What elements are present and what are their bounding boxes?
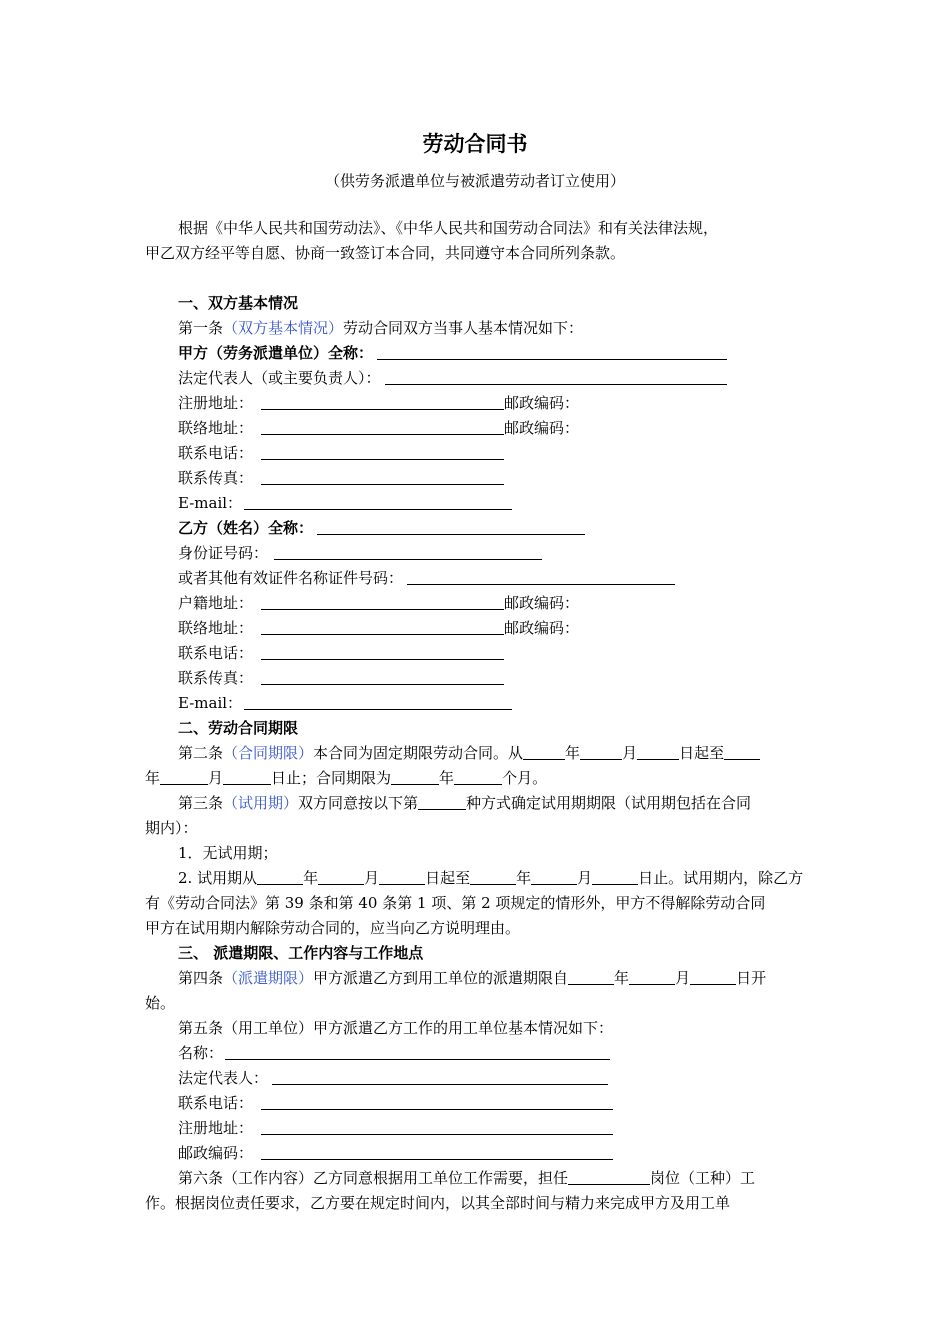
- probation-end-year-blank[interactable]: [470, 868, 516, 885]
- month-label: 月: [675, 969, 691, 987]
- section-2-heading: 二、劳动合同期限: [178, 719, 299, 737]
- probation-end-month-blank[interactable]: [531, 868, 577, 885]
- article-2-text: 本合同为固定期限劳动合同。从: [313, 744, 524, 762]
- article-4-prefix: 第四条: [178, 969, 224, 987]
- start-year-blank[interactable]: [523, 743, 565, 760]
- probation-start-month-blank[interactable]: [318, 868, 364, 885]
- end-month-blank[interactable]: [160, 768, 208, 785]
- article-3-text-b: 种方式确定试用期期限（试用期包括在合同: [466, 794, 752, 812]
- unit-postal-label: 邮政编码：: [178, 1144, 254, 1162]
- article-6-line-1: [178, 1167, 755, 1189]
- article-3-line-4: 有《劳动合同法》第 39 条和第 40 条第 1 项、第 2 项规定的情形外，甲方不得解除劳动合同: [145, 894, 766, 912]
- month-label: 月: [622, 744, 638, 762]
- dispatch-year-blank[interactable]: [568, 968, 614, 985]
- article-2-line-1: [178, 742, 760, 764]
- intro-paragraph-line-1: 根据《中华人民共和国劳动法》、《中华人民共和国劳动合同法》和有关法律法规，: [178, 219, 719, 237]
- year-label: 年: [614, 969, 630, 987]
- article-4-tag: （派遣期限）: [223, 969, 314, 987]
- day-from-label: 日起至: [425, 869, 471, 887]
- end-day-blank[interactable]: [223, 768, 271, 785]
- article-3-option-2: [178, 867, 803, 889]
- party-b-phone-blank[interactable]: [261, 643, 504, 660]
- article-3-line-5: 甲方在试用期内解除劳动合同的，应当向乙方说明理由。: [145, 919, 521, 937]
- party-b-other-id-blank[interactable]: [407, 568, 675, 585]
- article-1-text: 劳动合同双方当事人基本情况如下：: [343, 319, 584, 337]
- article-2-period-text: 日止；合同期限为: [271, 769, 392, 787]
- year-label: 年: [145, 769, 161, 787]
- fax-label: 联系传真：: [178, 669, 254, 687]
- intro-paragraph-line-2: 甲乙双方经平等自愿、协商一致签订本合同，共同遵守本合同所列条款。: [145, 244, 626, 262]
- year-label: 年: [565, 744, 581, 762]
- party-a-fax-blank[interactable]: [261, 468, 504, 485]
- article-4-text: 甲方派遣乙方到用工单位的派遣期限自: [313, 969, 569, 987]
- article-3-option-1: 1．无试用期；: [178, 844, 278, 862]
- unit-phone-row: [178, 1092, 613, 1114]
- month-label: 月: [577, 869, 593, 887]
- probation-start-day-blank[interactable]: [379, 868, 425, 885]
- party-b-other-id-label: 或者其他有效证件名称证件号码：: [178, 569, 404, 587]
- article-2-months-text: 个月。: [502, 769, 548, 787]
- article-2-prefix: 第二条: [178, 744, 224, 762]
- party-b-fax-blank[interactable]: [261, 668, 504, 685]
- party-a-phone-blank[interactable]: [261, 443, 504, 460]
- postal-code-label: 邮政编码：: [504, 594, 580, 612]
- article-1-tag: （双方基本情况）: [223, 319, 344, 337]
- email-label: E-mail：: [178, 494, 243, 512]
- party-b-phone-row: [178, 642, 504, 664]
- party-b-label: 乙方（姓名）全称：: [178, 519, 314, 537]
- postal-code-label: 邮政编码：: [504, 419, 580, 437]
- party-a-contact-addr-blank[interactable]: [261, 418, 504, 435]
- party-b-name-blank[interactable]: [317, 518, 585, 535]
- fax-label: 联系传真：: [178, 469, 254, 487]
- party-b-id-row: [178, 542, 542, 564]
- year-label: 年: [516, 869, 532, 887]
- article-4-end: 日开: [736, 969, 767, 987]
- start-month-blank[interactable]: [580, 743, 622, 760]
- party-a-contact-addr-label: 联络地址：: [178, 419, 254, 437]
- party-a-email-blank[interactable]: [244, 493, 512, 510]
- document-subtitle: （供劳务派遣单位与被派遣劳动者订立使用）: [324, 172, 625, 190]
- end-year-blank[interactable]: [724, 743, 760, 760]
- article-3-option-2-end: 日止。试用期内，除乙方: [638, 869, 804, 887]
- party-a-reg-addr-label: 注册地址：: [178, 394, 254, 412]
- unit-reg-addr-row: [178, 1117, 613, 1139]
- year-label: 年: [303, 869, 319, 887]
- article-6-text-a: 第六条（工作内容）乙方同意根据用工单位工作需要，担任: [178, 1169, 569, 1187]
- unit-name-row: [178, 1042, 610, 1064]
- party-b-contact-addr-label: 联络地址：: [178, 619, 254, 637]
- unit-reg-addr-label: 注册地址：: [178, 1119, 254, 1137]
- year-label: 年: [439, 769, 455, 787]
- article-1-prefix: 第一条: [178, 319, 224, 337]
- party-b-household-addr-row: [178, 592, 579, 614]
- unit-postal-blank[interactable]: [261, 1143, 613, 1160]
- article-3-option-2-text: 2. 试用期从: [178, 869, 258, 887]
- article-3-text-a: 双方同意按以下第: [298, 794, 419, 812]
- dispatch-day-blank[interactable]: [690, 968, 736, 985]
- party-a-reg-addr-blank[interactable]: [261, 393, 504, 410]
- probation-start-year-blank[interactable]: [257, 868, 303, 885]
- party-a-label: 甲方（劳务派遣单位）全称：: [178, 344, 374, 362]
- article-3-prefix: 第三条: [178, 794, 224, 812]
- period-months-blank[interactable]: [454, 768, 502, 785]
- postal-code-label: 邮政编码：: [504, 619, 580, 637]
- article-4-line-2: 始。: [145, 994, 176, 1012]
- article-1: [178, 317, 583, 339]
- section-1-heading: 一、双方基本情况: [178, 294, 299, 312]
- position-blank[interactable]: [568, 1168, 650, 1185]
- party-b-id-blank[interactable]: [274, 543, 542, 560]
- party-a-phone-row: [178, 442, 504, 464]
- party-b-name-row: [178, 517, 585, 539]
- party-a-name-blank[interactable]: [377, 343, 727, 360]
- unit-name-label: 名称：: [178, 1044, 224, 1062]
- postal-code-label: 邮政编码：: [504, 394, 580, 412]
- unit-rep-row: [178, 1067, 608, 1089]
- article-6-line-2: 作。根据岗位责任要求，乙方要在规定时间内，以其全部时间与精力来完成甲方及用工单: [145, 1194, 731, 1212]
- unit-rep-label: 法定代表人：: [178, 1069, 269, 1087]
- article-3-line-2: 期内）：: [145, 819, 198, 837]
- party-a-reg-addr-row: [178, 392, 579, 414]
- section-3-heading: 三、 派遣期限、工作内容与工作地点: [178, 944, 424, 962]
- month-label: 月: [364, 869, 380, 887]
- probation-end-day-blank[interactable]: [592, 868, 638, 885]
- unit-postal-row: [178, 1142, 613, 1164]
- month-label: 月: [208, 769, 224, 787]
- article-3-tag: （试用期）: [223, 794, 299, 812]
- article-4-line-1: [178, 967, 766, 989]
- email-label: E-mail：: [178, 694, 243, 712]
- start-day-blank[interactable]: [637, 743, 679, 760]
- party-b-email-row: [178, 692, 512, 714]
- party-a-fax-row: [178, 467, 504, 489]
- phone-label: 联系电话：: [178, 644, 254, 662]
- period-years-blank[interactable]: [391, 768, 439, 785]
- article-6-text-b: 岗位（工种）工: [650, 1169, 756, 1187]
- party-b-email-blank[interactable]: [244, 693, 512, 710]
- party-b-id-label: 身份证号码：: [178, 544, 269, 562]
- unit-name-blank[interactable]: [225, 1043, 610, 1060]
- unit-phone-label: 联系电话：: [178, 1094, 254, 1112]
- unit-reg-addr-blank[interactable]: [261, 1118, 613, 1135]
- article-3-line-1: [178, 792, 751, 814]
- probation-option-blank[interactable]: [418, 793, 466, 810]
- dispatch-month-blank[interactable]: [629, 968, 675, 985]
- article-5: 第五条（用工单位）甲方派遣乙方工作的用工单位基本情况如下：: [178, 1019, 614, 1037]
- party-b-fax-row: [178, 667, 504, 689]
- party-a-rep-blank[interactable]: [385, 368, 727, 385]
- unit-rep-blank[interactable]: [272, 1068, 608, 1085]
- party-a-contact-addr-row: [178, 417, 579, 439]
- party-a-rep-label: 法定代表人（或主要负责人）：: [178, 369, 381, 387]
- party-a-name-row: [178, 342, 727, 364]
- party-a-email-row: [178, 492, 512, 514]
- party-b-contact-addr-row: [178, 617, 579, 639]
- document-title: 劳动合同书: [422, 132, 528, 156]
- article-2-tag: （合同期限）: [223, 744, 314, 762]
- unit-phone-blank[interactable]: [261, 1093, 613, 1110]
- article-2-line-2: [145, 767, 547, 789]
- party-b-household-addr-blank[interactable]: [261, 593, 504, 610]
- phone-label: 联系电话：: [178, 444, 254, 462]
- party-b-contact-addr-blank[interactable]: [261, 618, 504, 635]
- day-from-label: 日起至: [679, 744, 725, 762]
- party-b-other-id-row: [178, 567, 675, 589]
- party-a-rep-row: [178, 367, 727, 389]
- party-b-household-addr-label: 户籍地址：: [178, 594, 254, 612]
